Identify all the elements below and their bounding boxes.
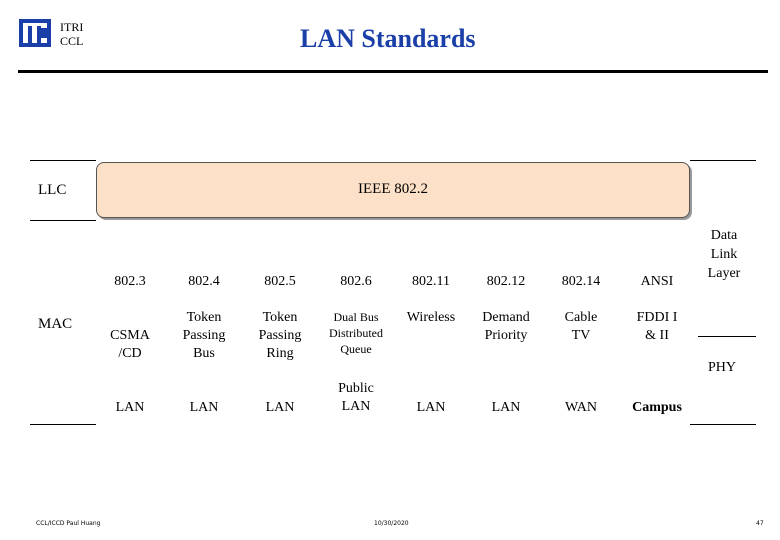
- footer-author: CCL/ICCD Paul Huang: [36, 520, 101, 527]
- org-name: [60, 20, 83, 48]
- standard-802-3: 802.3: [114, 274, 146, 289]
- type-802-14: WAN: [565, 400, 597, 415]
- method-802-6: Dual Bus Distributed Queue: [329, 310, 383, 356]
- page-title: LAN Standards: [300, 24, 476, 53]
- dll-phy-divider-line: [698, 336, 756, 337]
- llc-label: LLC: [38, 182, 67, 198]
- method-802-11: Wireless: [406, 310, 456, 325]
- standard-802-12: 802.12: [486, 274, 526, 289]
- type-ansi: Campus: [632, 400, 682, 415]
- standard-802-14: 802.14: [561, 274, 601, 289]
- footer-date: 10/30/2020: [374, 520, 409, 527]
- llc-top-line-right: [690, 160, 756, 161]
- llc-box-text: IEEE 802.2: [358, 181, 428, 197]
- standard-ansi: ANSI: [640, 274, 674, 289]
- llc-top-line-left: [30, 160, 96, 161]
- standard-802-11: 802.11: [412, 274, 450, 289]
- standard-802-4: 802.4: [188, 274, 220, 289]
- llc-bottom-line-left: [30, 220, 96, 221]
- method-802-3: CSMA /CD: [110, 328, 150, 361]
- data-link-layer-label: Data Link Layer: [707, 228, 741, 281]
- org-line-2: CCL: [60, 34, 84, 48]
- type-802-6: Public LAN: [338, 381, 374, 414]
- method-802-5: Token Passing Ring: [258, 310, 302, 361]
- footer-page-number: 47: [756, 520, 764, 527]
- method-802-12: Demand Priority: [482, 310, 530, 343]
- type-802-11: LAN: [416, 400, 446, 415]
- type-802-12: LAN: [491, 400, 521, 415]
- mac-label: MAC: [38, 316, 73, 332]
- method-802-14: Cable TV: [564, 310, 598, 343]
- llc-box: [96, 162, 690, 218]
- standard-802-6: 802.6: [340, 274, 372, 289]
- type-802-5: LAN: [265, 400, 295, 415]
- type-802-4: LAN: [189, 400, 219, 415]
- standard-802-5: 802.5: [264, 274, 296, 289]
- type-802-3: LAN: [115, 400, 145, 415]
- title-rule: [18, 70, 768, 73]
- method-802-4: Token Passing Bus: [182, 310, 226, 361]
- itri-logo-icon: [18, 18, 52, 48]
- mac-bottom-line-right: [690, 424, 756, 425]
- org-line-1: ITRI: [60, 20, 84, 34]
- mac-bottom-line-left: [30, 424, 96, 425]
- phy-label: PHY: [708, 360, 737, 375]
- method-ansi: FDDI I & II: [636, 310, 678, 343]
